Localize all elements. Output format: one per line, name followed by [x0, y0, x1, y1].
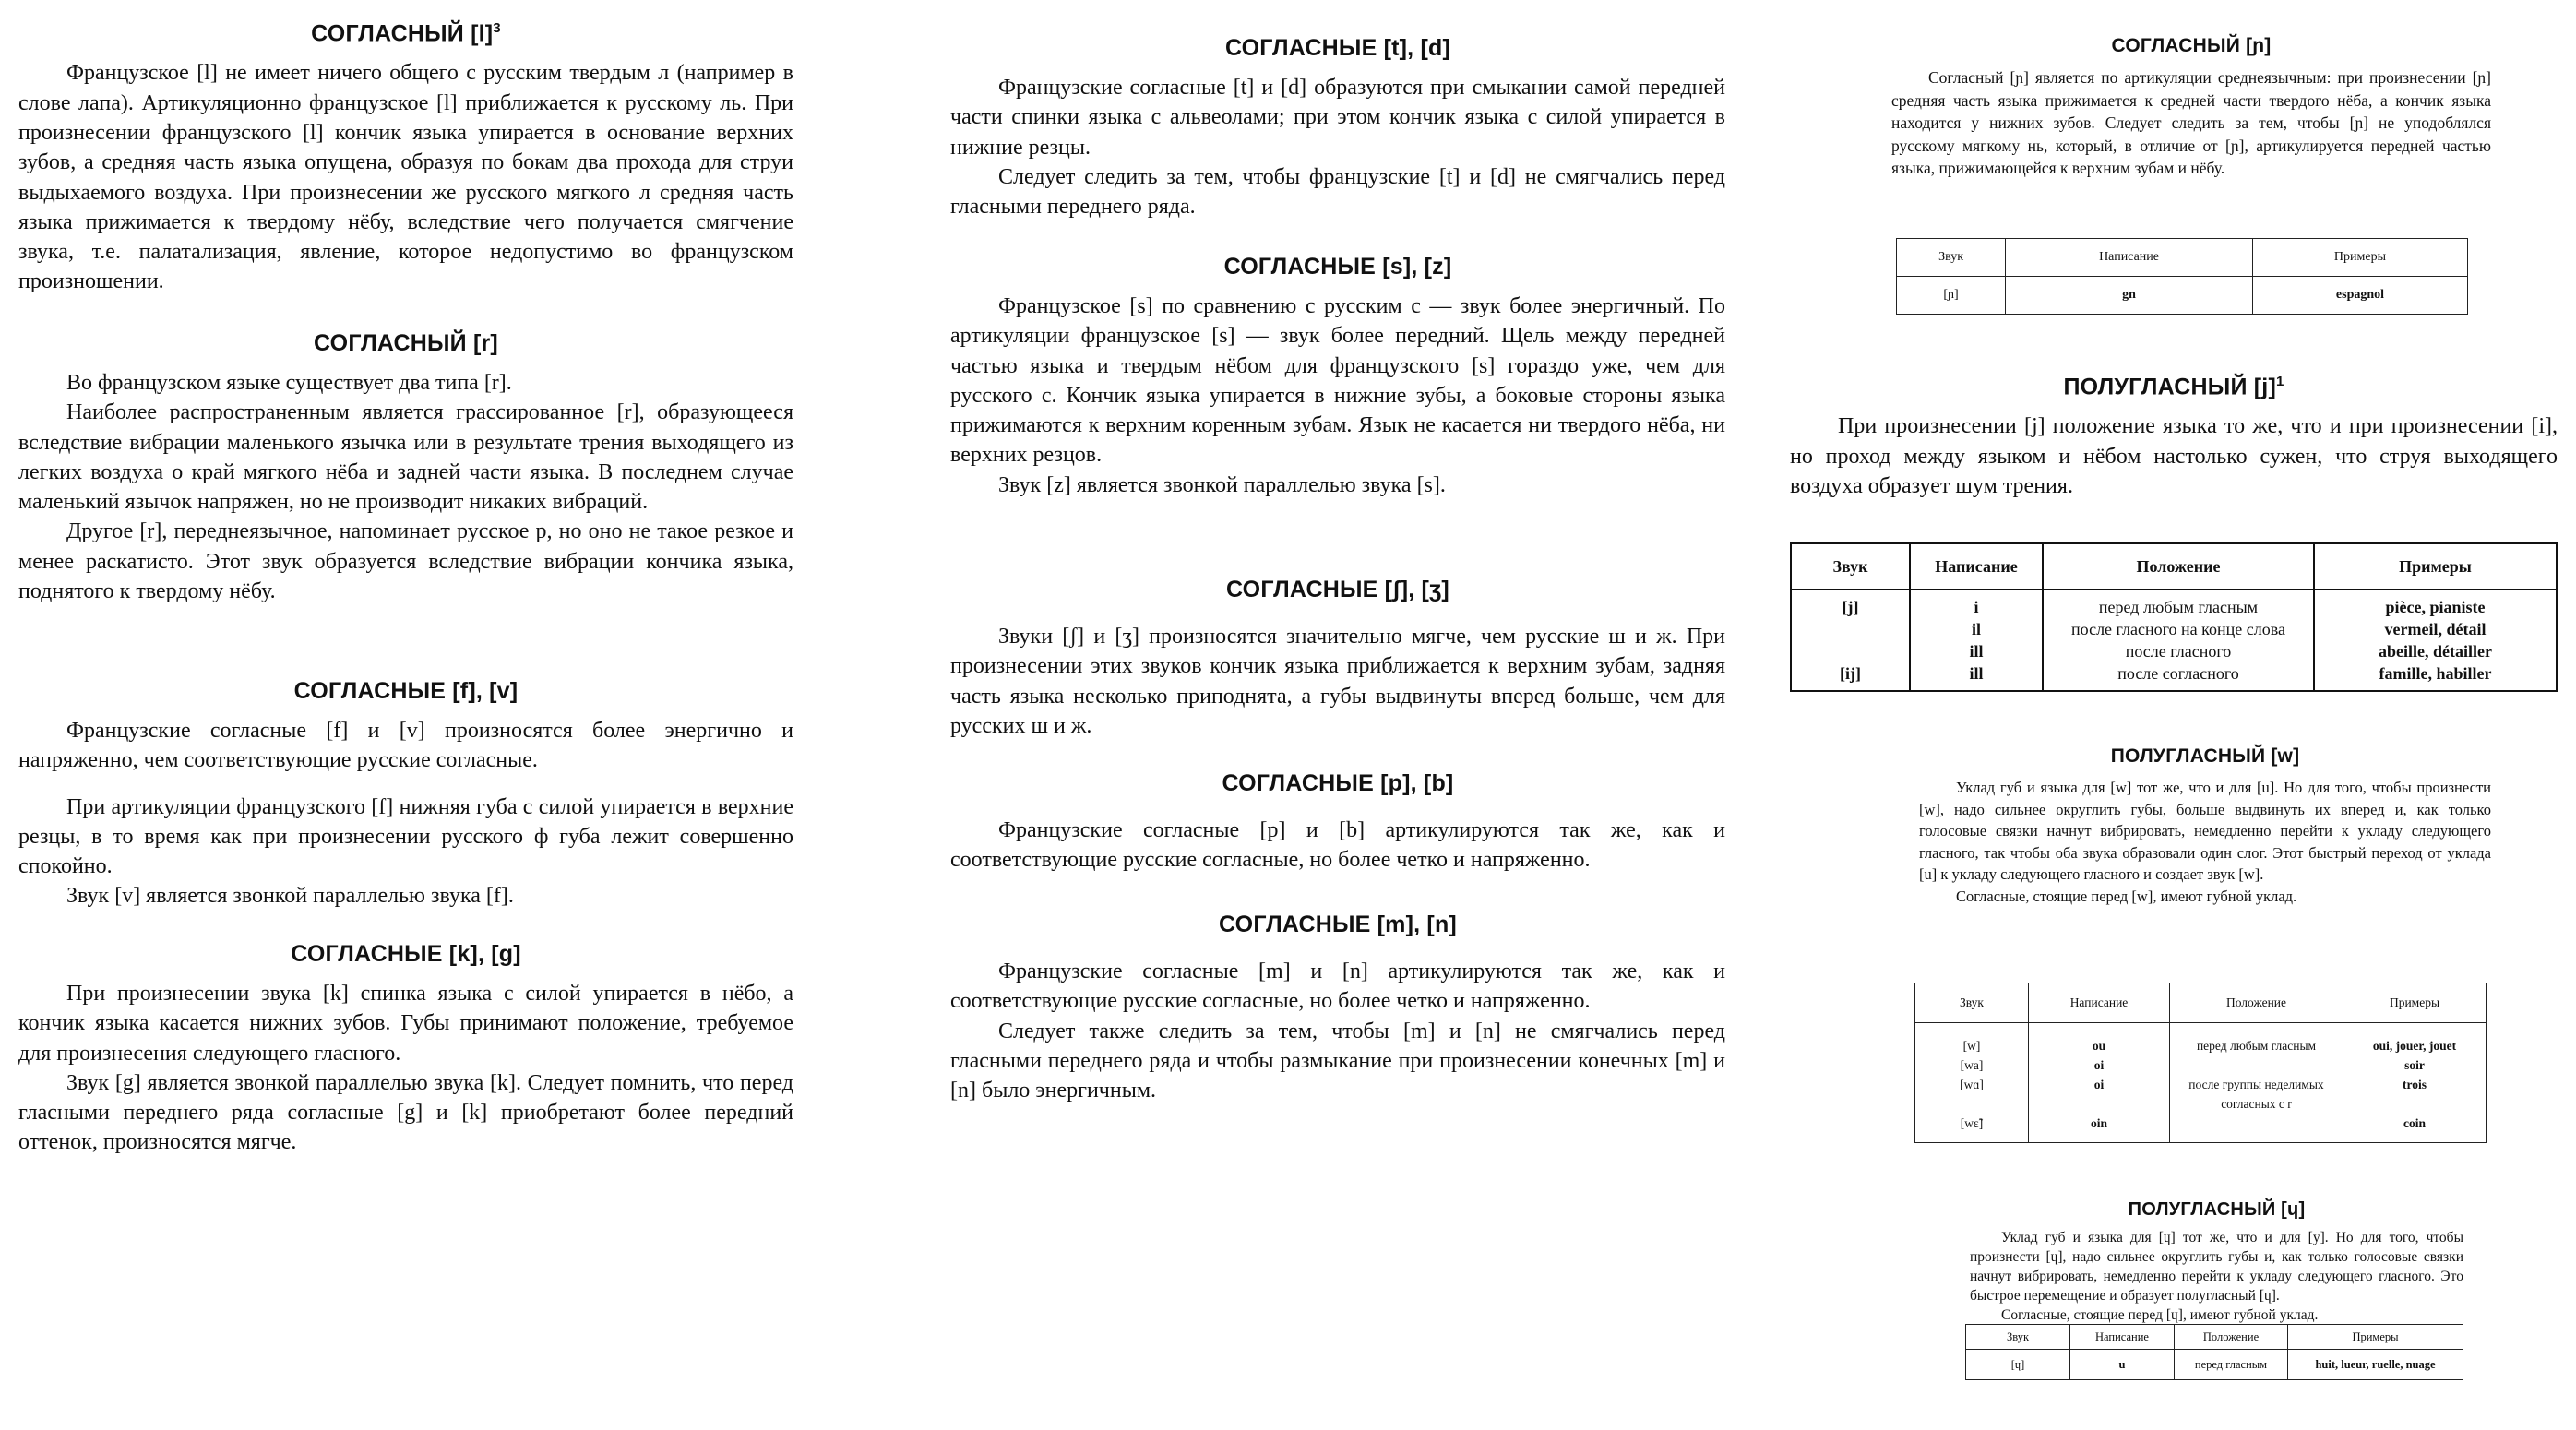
table-cell-sound: [w] [wa] [wɑ] [wɛ̃]	[1915, 1023, 2029, 1143]
section-consonants-m-n	[950, 912, 1725, 1105]
paragraph: Согласные, стоящие перед [ɥ], имеют губной уклад.	[2001, 1307, 2319, 1323]
right-column	[1790, 0, 2565, 1430]
paragraph: Французские согласные [f] и [v] произносятся более энергично и напряженно, чем соответствующие русские согласные.	[18, 719, 793, 773]
table-cell-examples: oui, jouer, jouet soir trois coin	[2343, 1023, 2487, 1143]
paragraph: Согласные, стоящие перед [w], имеют губной уклад.	[1956, 887, 2297, 905]
table-u	[1965, 1324, 2463, 1380]
section-title: СОГЛАСНЫЕ [k], [g]	[291, 941, 521, 967]
table-cell: [ɲ]	[1897, 277, 2006, 315]
table-j	[1790, 542, 2558, 692]
table-cell: gn	[2006, 277, 2253, 315]
section-consonants-t-d	[950, 35, 1725, 221]
section-title: СОГЛАСНЫЕ [s], [z]	[1223, 254, 1452, 280]
paragraph: Следует следить за тем, чтобы французские [t] и [d] не смягчались перед гласными переднего ряда.	[950, 164, 1725, 220]
section-title: ПОЛУГЛАСНЫЙ [w]	[2110, 745, 2300, 767]
section-consonants-s-z	[950, 254, 1725, 500]
table-header: Звук	[1966, 1325, 2070, 1350]
section-consonant-l	[18, 20, 793, 297]
table-header: Звук	[1897, 239, 2006, 277]
section-consonants-sh-zh	[950, 577, 1725, 741]
table-header: Написание	[2029, 983, 2170, 1023]
paragraph: Уклад губ и языка для [w] тот же, что и для [u]. Но для того, чтобы произнести [w], надо сильнее округлить губы, больше выдвинуть их вперед и, как только голосовые связки начнут вибрировать, немедленно перейти к укладу следующего гласного, так чтобы оба звука образовали один слог. Этот быстрый переход от уклада [u] к укладу следующего гласного и создает звук [w].	[1919, 779, 2491, 883]
table-header: Написание	[2070, 1325, 2175, 1350]
table-row	[1791, 590, 2557, 691]
table-cell-spelling: i il ill ill	[1910, 590, 2043, 691]
section-title: СОГЛАСНЫЕ [ʃ], [ʒ]	[1226, 577, 1449, 602]
paragraph: Звуки [ʃ] и [ʒ] произносятся значительно мягче, чем русские ш и ж. При произнесении этих звуков кончик языка приближается к верхним зубам, задняя часть языка несколько приподнята, а губы выдвинуты вперед больше, чем для русских ш и ж.	[950, 625, 1725, 738]
paragraph: При произнесении звука [k] спинка языка с силой упирается в нёбо, а кончик языка касается нижних зубов. Губы принимают положение, требуемое для произнесения следующего гласного.	[18, 982, 793, 1066]
paragraph: Во французском языке существует два типа [r].	[66, 371, 512, 395]
table-header-row	[1897, 239, 2468, 277]
footnote-mark: 3	[493, 20, 501, 36]
table-header-row	[1915, 983, 2487, 1023]
paragraph: Французские согласные [t] и [d] образуются при смыкании самой передней части спинки языка с альвеолами; при этом кончик языка с силой упирается в нижние резцы.	[950, 76, 1725, 160]
table-header: Положение	[2175, 1325, 2288, 1350]
table-cell: u	[2070, 1350, 2175, 1380]
table-header: Написание	[2006, 239, 2253, 277]
section-title: СОГЛАСНЫЙ $[l]^3$	[311, 20, 501, 47]
section-title: СОГЛАСНЫЙ [r]	[314, 330, 498, 356]
section-title: СОГЛАСНЫЕ [m], [n]	[1219, 912, 1457, 937]
paragraph: Звук [v] является звонкой параллелью звука [f].	[66, 884, 514, 909]
paragraph: Следует также следить за тем, чтобы [m] и [n] не смягчались перед гласными переднего ряда и чтобы размыкание при произнесении конечных [m] и [n] было энергичным.	[950, 1019, 1725, 1103]
section-semivowel-u	[1970, 1199, 2463, 1325]
table-cell: huit, lueur, ruelle, nuage	[2288, 1350, 2463, 1380]
table-header-row	[1791, 543, 2557, 590]
table-cell-spelling: ou oi oi oin	[2029, 1023, 2170, 1143]
section-consonants-f-v	[18, 678, 793, 912]
table-row	[1966, 1350, 2463, 1380]
paragraph: Французские согласные [p] и [b] артикулируются так же, как и соответствующие русские согласные, но более четко и напряженно.	[950, 818, 1725, 873]
table-header: Примеры	[2252, 239, 2467, 277]
paragraph: Наиболее распространенным является грассированное [r], образующееся вследствие вибрации маленького язычка или в результате трения выходящего из легких воздуха о край мягкого нёба и задней части языка. В последнем случае маленький язычок напряжен, но не производит никаких вибраций.	[18, 400, 793, 515]
section-title: СОГЛАСНЫЕ [p], [b]	[1222, 770, 1454, 796]
table-cell-examples: pièce, pianiste vermeil, détail abeille, détailler famille, habiller	[2314, 590, 2557, 691]
paragraph: Французские согласные [m] и [n] артикулируются так же, как и соответствующие русские согласные, но более четко и напряженно.	[950, 959, 1725, 1014]
table-header: Примеры	[2288, 1325, 2463, 1350]
section-title: ПОЛУГЛАСНЫЙ $[j]^1$	[2063, 374, 2284, 400]
table-row	[1915, 1023, 2487, 1143]
table-header: Положение	[2170, 983, 2343, 1023]
table-header: Звук	[1791, 543, 1910, 590]
paragraph: Французское [s] по сравнению с русским с — звук более энергичный. По артикуляции французское [s] — звук более передний. Щель между передней частью языка и твердым нёбом для французского [s] гораздо уже, чем для русского с. Кончик языка упирается в нижние зубы, а боковые стороны языка прижимаются к верхним коренным зубам. Язык не касается ни твердого нёба, ни верхних резцов.	[950, 294, 1725, 468]
table-cell-sound: [j] [ij]	[1791, 590, 1910, 691]
section-title: СОГЛАСНЫЕ [f], [v]	[293, 678, 519, 704]
paragraph: Французское [l] не имеет ничего общего с русским твердым л (например в слове лапа). Артикуляционно французское [l] приближается к русскому ль. При произнесении французского [l] кончик языка упирается в основание верхних зубов, а средняя часть языка опущена, образуя по бокам два прохода для струи выдыхаемого воздуха. При произнесении же русского мягкого л средняя часть языка прижимается к твердому нёбу, вследствие чего получается смягчение звука, т.е. палатализация, явление, которое недопустимо во французском произношении.	[18, 61, 793, 294]
section-consonant-r	[18, 330, 793, 606]
table-cell: [ɥ]	[1966, 1350, 2070, 1380]
table-header: Написание	[1910, 543, 2043, 590]
table-header: Положение	[2043, 543, 2314, 590]
table-cell: espagnol	[2252, 277, 2467, 315]
section-semivowel-j	[1790, 374, 2558, 501]
section-consonants-p-b	[950, 770, 1725, 876]
paragraph: Согласный [ɲ] является по артикуляции среднеязычным: при произнесении [ɲ] средняя часть языка прижимается к средней части твердого нёба, а кончик языка находится у нижних зубов. Следует следить за тем, чтобы [ɲ] не уподоблялся русскому мягкому нь, который, в отличие от [ɲ], артикулируется передней частью языка, прижимающейся к верхним зубам и нёбу.	[1891, 68, 2491, 177]
table-row	[1897, 277, 2468, 315]
section-title: ПОЛУГЛАСНЫЙ [ɥ]	[2128, 1199, 2306, 1220]
table-cell-position: перед любым гласным после гласного на конце слова после гласного после согласного	[2043, 590, 2314, 691]
table-header: Звук	[1915, 983, 2029, 1023]
table-cell-position: перед любым гласным после группы неделимых согласных с r	[2170, 1023, 2343, 1143]
paragraph: Звук [z] является звонкой параллелью звука [s].	[998, 472, 1446, 497]
table-header: Примеры	[2343, 983, 2487, 1023]
section-title: СОГЛАСНЫЕ [t], [d]	[1225, 35, 1450, 61]
table-header-row	[1966, 1325, 2463, 1350]
table-cell: перед гласным	[2175, 1350, 2288, 1380]
paragraph: Звук [g] является звонкой параллелью звука [k]. Следует помнить, что перед гласными переднего ряда согласные [g] и [k] приобретают более передний оттенок, произносятся мягче.	[18, 1070, 793, 1155]
paragraph: Другое [r], переднеязычное, напоминает русское р, но оно не такое резкое и менее раскатисто. Этот звук образуется вследствие вибрации кончика языка, поднятого к твердому нёбу.	[18, 519, 793, 604]
paragraph: При артикуляции французского [f] нижняя губа с силой упирается в верхние резцы, в то время как при произнесении русского ф губа лежит совершенно спокойно.	[18, 794, 793, 879]
section-semivowel-w	[1919, 745, 2491, 907]
section-title: СОГЛАСНЫЙ [ɲ]	[2111, 35, 2272, 56]
paragraph: При произнесении [j] положение языка то же, что и при произнесении [i], но проход между языком и нёбом настолько сужен, что струя выходящего воздуха образует шум трения.	[1790, 414, 2558, 498]
table-gn	[1896, 238, 2468, 315]
section-consonant-gn	[1891, 35, 2491, 180]
table-header: Примеры	[2314, 543, 2557, 590]
table-w	[1914, 983, 2487, 1143]
footnote-mark: 1	[2275, 374, 2284, 389]
section-consonants-k-g	[18, 941, 793, 1158]
paragraph: Уклад губ и языка для [ɥ] тот же, что и для [y]. Но для того, чтобы произнести [ɥ], надо сильнее округлить губы и, как только голосовые связки начнут вибрировать, немедленно перейти к укладу следующего гласного. Это быстрое перемещение и образует полугласный [ɥ].	[1970, 1230, 2463, 1304]
